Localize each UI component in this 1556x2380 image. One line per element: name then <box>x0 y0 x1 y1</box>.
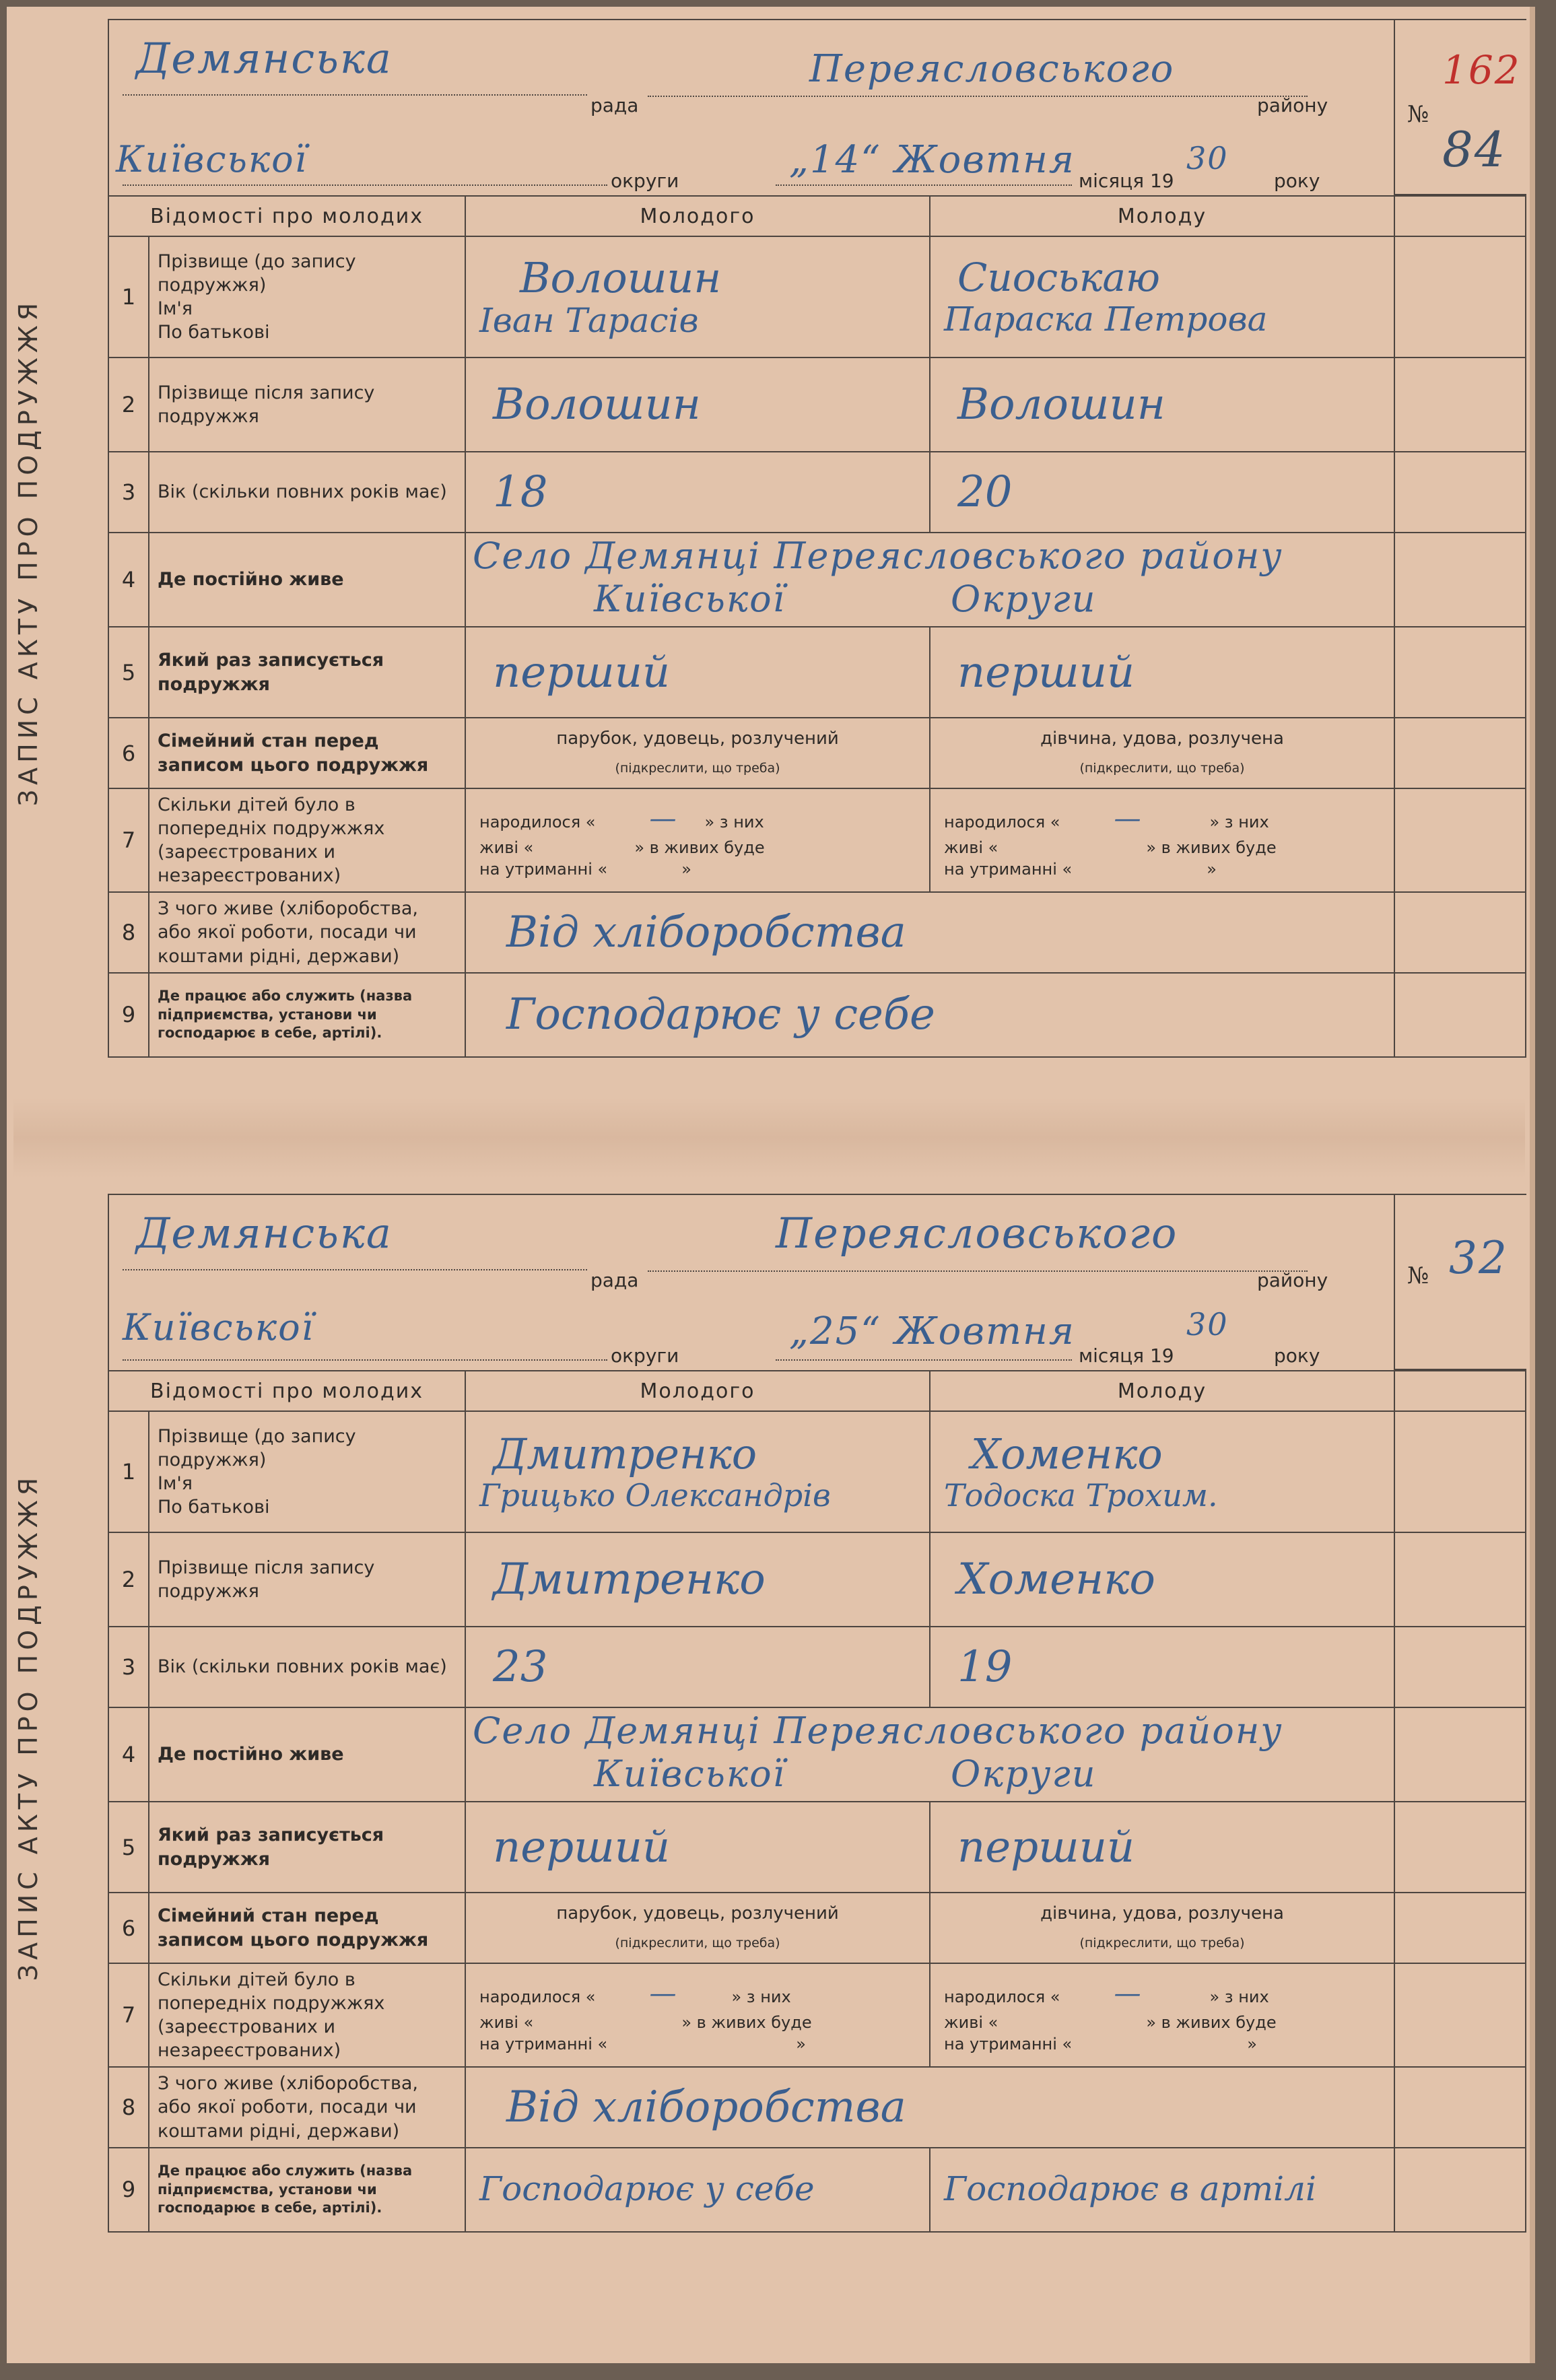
extra-cell <box>1394 2067 1526 2147</box>
row-number: 7 <box>108 788 149 892</box>
bride-status <box>930 1893 1394 1963</box>
bride-kids <box>930 788 1394 892</box>
kids-close: » <box>796 2035 806 2054</box>
groom-times: перший <box>465 627 930 718</box>
extra-cell <box>1394 1802 1526 1893</box>
page-divider <box>13 1097 1525 1178</box>
residence-line-2-groom: Київської <box>594 1753 786 1795</box>
kids-born-label: народилося « <box>479 812 596 831</box>
kids-born-label: народилося « <box>479 1987 596 2006</box>
extra-cell <box>1394 892 1526 972</box>
record-table <box>108 1370 1526 2233</box>
month-label: місяця 19 <box>1079 170 1174 192</box>
livelihood: Від хліборобства <box>465 892 1394 972</box>
underline-note: (підкреслити, що треба) <box>1079 1935 1245 1950</box>
extra-cell <box>1394 1707 1526 1802</box>
record-number: 32 <box>1449 1232 1508 1284</box>
groom-kids-value: — <box>649 1977 678 2009</box>
row-number: 8 <box>108 2067 149 2147</box>
underline-note: (підкреслити, що треба) <box>1079 760 1245 776</box>
residence-line-2-bride: Округи <box>951 578 1097 620</box>
row-number: 1 <box>108 236 149 358</box>
question-7: Скільки дітей було в попередніх подружжях (зареєстрованих и незареєстрованих) <box>149 1963 465 2067</box>
question-1: Прізвище (до запису подружжя) Ім'я По батькові <box>149 236 465 358</box>
question-6: Сімейний стан перед записом цього подружжя <box>149 718 465 788</box>
row-number: 2 <box>108 358 149 452</box>
groom-workplace: Господарює у себе <box>465 2148 930 2232</box>
kids-of-them-label: » з них <box>1209 1987 1269 2006</box>
bride-workplace: Господарює в артілі <box>930 2148 1394 2232</box>
extra-cell <box>1394 533 1526 627</box>
raion-value: Переясловського <box>776 1209 1178 1258</box>
okruha-value: Київської <box>123 1306 314 1349</box>
question-3: Вік (скільки повних років має) <box>149 452 465 533</box>
row-number: 9 <box>108 2148 149 2232</box>
document-page <box>7 7 1535 2363</box>
row-number: 5 <box>108 1802 149 1893</box>
residence <box>465 533 1394 627</box>
kids-of-them-label: » з них <box>731 1987 791 2006</box>
rada-label: рада <box>590 1269 639 1291</box>
question-1: Прізвище (до запису подружжя) Ім'я По батькові <box>149 1411 465 1532</box>
row-number: 6 <box>108 718 149 788</box>
col-bride-header: Молоду <box>930 1371 1394 1411</box>
number-sign: № <box>1407 101 1429 128</box>
year-label: року <box>1274 1345 1320 1367</box>
groom-surname: Волошин <box>520 252 722 302</box>
side-title-text: ЗАПИС АКТУ ПРО ПОДРУЖЖЯ <box>13 1472 44 1981</box>
extra-cell <box>1394 788 1526 892</box>
marriage-record-1 <box>13 7 1525 1097</box>
groom-name: Іван Тарасів <box>479 300 699 340</box>
bride-surname: Хоменко <box>971 1429 1163 1478</box>
groom-kids <box>465 1963 930 2067</box>
record-number-box <box>1394 1195 1526 1370</box>
bride-name: Параска Петрова <box>944 299 1268 339</box>
extra-cell <box>1394 627 1526 718</box>
question-7: Скільки дітей було в попередніх подружжях (зареєстрованих и незареєстрованих) <box>149 788 465 892</box>
question-6: Сімейний стан перед записом цього подружжя <box>149 1893 465 1963</box>
groom-status <box>465 718 930 788</box>
kids-support-label: на утриманні « <box>479 2035 608 2054</box>
side-title <box>12 7 44 1097</box>
question-5: Який раз записується подружжя <box>149 1802 465 1893</box>
groom-status-options: парубок, удовець, розлучений <box>556 1903 839 1924</box>
workplace: Господарює у себе <box>465 973 1394 1057</box>
groom-kids <box>465 788 930 892</box>
question-9: Де працює або служить (назва підприємства, установи чи господарює в себе, артілі). <box>149 973 465 1057</box>
extra-cell <box>1394 1963 1526 2067</box>
residence-line-2-bride: Округи <box>951 1753 1097 1795</box>
bride-status <box>930 718 1394 788</box>
kids-support-label: на утриманні « <box>479 860 608 879</box>
bride-status-options: дівчина, удова, розлучена <box>1040 1903 1284 1924</box>
question-4: Де постійно живе <box>149 1707 465 1802</box>
kids-alive-label: живі « <box>479 2012 534 2032</box>
row-number: 9 <box>108 973 149 1057</box>
kids-close: » <box>1247 2035 1257 2054</box>
record-table <box>108 195 1526 1058</box>
record-number-top: 162 <box>1442 47 1521 93</box>
groom-names <box>465 236 930 358</box>
col-groom-header: Молодого <box>465 196 930 236</box>
kids-close: » <box>681 860 691 879</box>
extra-cell <box>1394 1893 1526 1963</box>
groom-status-options: парубок, удовець, розлучений <box>556 728 839 749</box>
col-info-header: Відомості про молодих <box>108 1371 465 1411</box>
kids-support-label: на утриманні « <box>944 860 1073 879</box>
question-2: Прізвище після запису подружжя <box>149 358 465 452</box>
residence-line-1: Село Демянці Переясловського району <box>473 535 1283 577</box>
row-number: 3 <box>108 1627 149 1707</box>
extra-cell <box>1394 2148 1526 2232</box>
marriage-record-2 <box>13 1182 1525 2272</box>
extra-cell <box>1394 452 1526 533</box>
extra-cell <box>1394 1411 1526 1532</box>
col-info-header: Відомості про молодих <box>108 196 465 236</box>
rada-value: Демянська <box>136 1209 393 1258</box>
col-empty-header <box>1394 196 1526 236</box>
groom-names <box>465 1411 930 1532</box>
groom-status <box>465 1893 930 1963</box>
bride-status-options: дівчина, удова, розлучена <box>1040 728 1284 749</box>
underline-note: (підкреслити, що треба) <box>615 1935 780 1950</box>
raion-label: району <box>1257 1269 1328 1291</box>
extra-cell <box>1394 358 1526 452</box>
bride-kids-value: — <box>1114 803 1143 834</box>
record-number: 84 <box>1442 121 1507 178</box>
kids-alive-will-label: » в живих буде <box>1146 2012 1277 2032</box>
row-number: 2 <box>108 1532 149 1627</box>
question-2: Прізвище після запису подружжя <box>149 1532 465 1627</box>
extra-cell <box>1394 1532 1526 1627</box>
residence-line-1: Село Демянці Переясловського району <box>473 1709 1283 1752</box>
question-8: З чого живе (хліборобства, або якої роботи, посади чи коштами рідні, держави) <box>149 892 465 972</box>
date-value: „25“ Жовтня <box>789 1310 1075 1353</box>
kids-of-them-label: » з них <box>1209 812 1269 831</box>
groom-age: 18 <box>465 452 930 533</box>
kids-alive-will-label: » в живих буде <box>1146 838 1277 857</box>
rada-label: рада <box>590 94 639 116</box>
bride-age: 20 <box>930 452 1394 533</box>
date-value: „14“ Жовтня <box>789 138 1075 182</box>
okruha-label: округи <box>611 1345 679 1367</box>
row-number: 6 <box>108 1893 149 1963</box>
record-header <box>108 19 1526 195</box>
year-value: 30 <box>1186 1306 1229 1342</box>
row-number: 8 <box>108 892 149 972</box>
kids-alive-label: живі « <box>944 838 999 857</box>
raion-label: району <box>1257 94 1328 116</box>
row-number: 5 <box>108 627 149 718</box>
groom-age: 23 <box>465 1627 930 1707</box>
residence-line-2-groom: Київської <box>594 578 786 620</box>
bride-times: перший <box>930 1802 1394 1893</box>
groom-new-surname: Волошин <box>465 358 930 452</box>
kids-born-label: народилося « <box>944 1987 1060 2006</box>
bride-surname: Сиоськаю <box>957 254 1160 300</box>
record-header <box>108 1194 1526 1370</box>
col-groom-header: Молодого <box>465 1371 930 1411</box>
kids-of-them-label: » з них <box>704 812 764 831</box>
bride-times: перший <box>930 627 1394 718</box>
side-title <box>12 1182 44 2272</box>
kids-alive-will-label: » в живих буде <box>634 838 765 857</box>
question-3: Вік (скільки повних років має) <box>149 1627 465 1707</box>
question-5: Який раз записується подружжя <box>149 627 465 718</box>
extra-cell <box>1394 236 1526 358</box>
year-label: року <box>1274 170 1320 192</box>
bride-names <box>930 1411 1394 1532</box>
row-number: 1 <box>108 1411 149 1532</box>
record-number-box <box>1394 20 1526 195</box>
residence <box>465 1707 1394 1802</box>
number-sign: № <box>1407 1262 1429 1289</box>
question-8: З чого живе (хліборобства, або якої роботи, посади чи коштами рідні, держави) <box>149 2067 465 2147</box>
kids-support-label: на утриманні « <box>944 2035 1073 2054</box>
question-9: Де працює або служить (назва підприємства, установи чи господарює в себе, артілі). <box>149 2148 465 2232</box>
underline-note: (підкреслити, що треба) <box>615 760 780 776</box>
extra-cell <box>1394 1627 1526 1707</box>
side-title-text: ЗАПИС АКТУ ПРО ПОДРУЖЖЯ <box>13 298 44 807</box>
extra-cell <box>1394 718 1526 788</box>
row-number: 4 <box>108 533 149 627</box>
groom-kids-value: — <box>649 803 678 834</box>
extra-cell <box>1394 973 1526 1057</box>
kids-alive-label: живі « <box>944 2012 999 2032</box>
okruha-value: Київської <box>116 138 308 180</box>
bride-name: Тодоска Трохим. <box>944 1477 1218 1514</box>
raion-value: Переясловського <box>809 47 1175 91</box>
row-number: 4 <box>108 1707 149 1802</box>
okruha-label: округи <box>611 170 679 192</box>
rada-value: Демянська <box>136 34 393 83</box>
bride-kids <box>930 1963 1394 2067</box>
year-value: 30 <box>1186 140 1229 176</box>
month-label: місяця 19 <box>1079 1345 1174 1367</box>
row-number: 3 <box>108 452 149 533</box>
kids-alive-label: живі « <box>479 838 534 857</box>
groom-new-surname: Дмитренко <box>465 1532 930 1627</box>
col-empty-header <box>1394 1371 1526 1411</box>
kids-born-label: народилося « <box>944 812 1060 831</box>
bride-names <box>930 236 1394 358</box>
col-bride-header: Молоду <box>930 196 1394 236</box>
kids-alive-will-label: » в живих буде <box>681 2012 812 2032</box>
groom-times: перший <box>465 1802 930 1893</box>
row-number: 7 <box>108 1963 149 2067</box>
bride-new-surname: Хоменко <box>930 1532 1394 1627</box>
bride-age: 19 <box>930 1627 1394 1707</box>
groom-name: Грицько Олександрів <box>479 1477 831 1514</box>
bride-new-surname: Волошин <box>930 358 1394 452</box>
livelihood: Від хліборобства <box>465 2067 1394 2147</box>
bride-kids-value: — <box>1114 1977 1143 2009</box>
groom-surname: Дмитренко <box>493 1429 757 1478</box>
question-4: Де постійно живе <box>149 533 465 627</box>
kids-close: » <box>1207 860 1217 879</box>
